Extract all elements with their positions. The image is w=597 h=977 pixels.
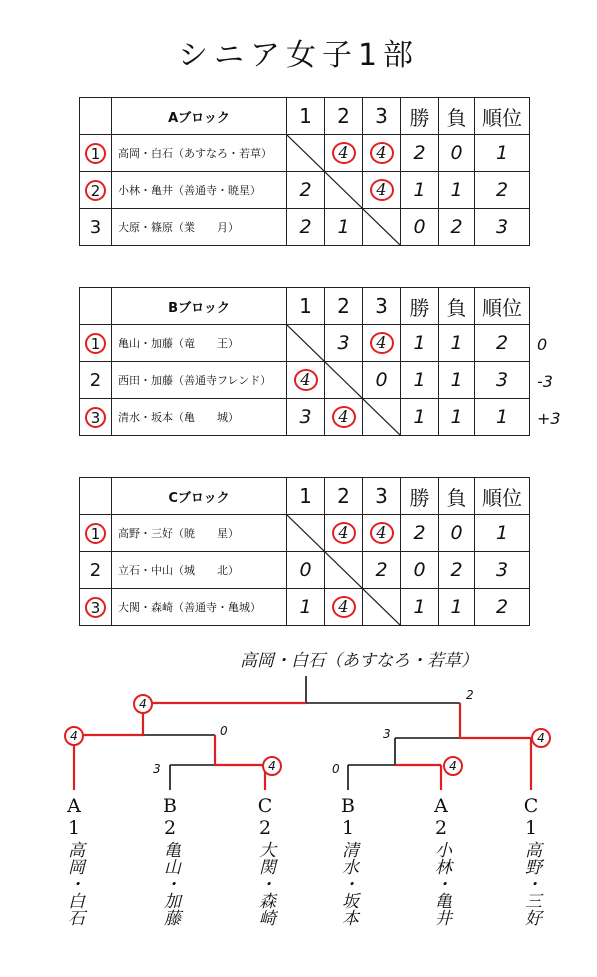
circled-marker: 3 <box>85 407 106 428</box>
entrant-b2 <box>155 795 185 926</box>
loss-value: 1 <box>439 399 475 436</box>
circled-score: 4 <box>294 369 318 391</box>
player-pair: 亀山・加藤（竜 王） <box>112 325 287 362</box>
column-header: 1 <box>287 288 325 325</box>
score-value: 3 <box>299 406 312 428</box>
entrant-block-rank: 1 <box>524 817 538 839</box>
entrant-block-rank: 2 <box>258 817 272 839</box>
score-value: 2 <box>375 559 388 581</box>
circled-score: 4 <box>332 522 356 544</box>
player-pair: 大関・森崎（善通寺・亀城） <box>112 589 287 626</box>
qf-left-high-score: 4 <box>262 756 282 776</box>
column-header: 2 <box>325 288 363 325</box>
loss-value: 1 <box>439 325 475 362</box>
rank-value: 2 <box>475 589 530 626</box>
column-header: 順位 <box>475 288 530 325</box>
score-value: 2 <box>299 216 312 238</box>
column-header: 順位 <box>475 98 530 135</box>
column-header: 1 <box>287 478 325 515</box>
entrant-block-letter: A <box>434 795 448 817</box>
entrant-name: 清水・坂本 <box>338 841 358 926</box>
circled-marker: 2 <box>85 180 106 201</box>
win-value: 2 <box>401 515 439 552</box>
entrant-block-letter: A <box>67 795 81 817</box>
block-name: Bブロック <box>112 288 287 325</box>
rank-value: 3 <box>475 209 530 246</box>
column-header: 3 <box>363 98 401 135</box>
entrant-block-letter: C <box>257 795 273 817</box>
column-header: 勝 <box>401 288 439 325</box>
player-pair: 西田・加藤（善通寺フレンド） <box>112 362 287 399</box>
player-pair: 大原・篠原（業 月） <box>112 209 287 246</box>
side-note: 0 <box>537 335 548 354</box>
win-value: 1 <box>401 399 439 436</box>
rank-value: 3 <box>475 552 530 589</box>
loss-value: 0 <box>439 135 475 172</box>
column-header: 1 <box>287 98 325 135</box>
qf-right-low-score: 0 <box>332 762 340 776</box>
row-marker: 3 <box>80 209 112 246</box>
circled-score: 4 <box>332 596 356 618</box>
rank-value: 2 <box>475 172 530 209</box>
semi-right-top-score: 4 <box>531 728 551 748</box>
circled-marker: 1 <box>85 143 106 164</box>
column-header: 勝 <box>401 478 439 515</box>
entrant-block-rank: 1 <box>67 817 81 839</box>
block-name: Cブロック <box>112 478 287 515</box>
qf-left-low-score: 3 <box>153 762 161 776</box>
column-header: 2 <box>325 478 363 515</box>
rank-value: 1 <box>475 515 530 552</box>
win-value: 1 <box>401 325 439 362</box>
circled-marker: 3 <box>85 597 106 618</box>
circled-marker: 1 <box>85 523 106 544</box>
semi-left-inner-score: 0 <box>220 724 228 738</box>
entrant-block-letter: B <box>341 795 355 817</box>
column-header: 負 <box>439 98 475 135</box>
entrant-name: 大関・森崎 <box>255 841 275 926</box>
loss-value: 1 <box>439 362 475 399</box>
entrant-c1 <box>516 795 546 926</box>
win-value: 1 <box>401 589 439 626</box>
player-pair: 清水・坂本（亀 城） <box>112 399 287 436</box>
column-header: 順位 <box>475 478 530 515</box>
column-header: 3 <box>363 478 401 515</box>
score-value: 1 <box>337 216 350 238</box>
circled-score: 4 <box>370 179 394 201</box>
page-title: シニア女子1部 <box>177 38 420 73</box>
player-pair: 小林・亀井（善通寺・暁星） <box>112 172 287 209</box>
entrant-block-letter: B <box>163 795 177 817</box>
player-pair: 立石・中山（城 北） <box>112 552 287 589</box>
block-name: Aブロック <box>112 98 287 135</box>
semi-right-inner-score: 3 <box>383 727 391 741</box>
entrant-a1 <box>59 795 89 926</box>
entrant-name: 小林・亀井 <box>431 841 451 926</box>
final-right-score: 2 <box>466 688 474 702</box>
win-value: 1 <box>401 172 439 209</box>
column-header: 勝 <box>401 98 439 135</box>
player-pair: 高岡・白石（あすなろ・若草） <box>112 135 287 172</box>
player-pair: 高野・三好（暁 星） <box>112 515 287 552</box>
column-header: 負 <box>439 288 475 325</box>
entrant-c2 <box>250 795 280 926</box>
entrant-block-rank: 2 <box>434 817 448 839</box>
score-value: 0 <box>375 369 388 391</box>
score-value: 0 <box>299 559 312 581</box>
column-header: 負 <box>439 478 475 515</box>
circled-score: 4 <box>370 522 394 544</box>
side-note: +3 <box>537 409 561 428</box>
entrant-block-rank: 1 <box>341 817 355 839</box>
column-header: 2 <box>325 98 363 135</box>
circled-score: 4 <box>332 406 356 428</box>
win-value: 2 <box>401 135 439 172</box>
entrant-block-rank: 2 <box>163 817 177 839</box>
rank-value: 3 <box>475 362 530 399</box>
entrant-a2 <box>426 795 456 926</box>
win-value: 0 <box>401 552 439 589</box>
entrant-b1 <box>333 795 363 926</box>
semi-left-top-score: 4 <box>64 726 84 746</box>
loss-value: 2 <box>439 209 475 246</box>
loss-value: 1 <box>439 172 475 209</box>
entrant-name: 高野・三好 <box>521 841 541 926</box>
rank-value: 1 <box>475 399 530 436</box>
circled-score: 4 <box>370 332 394 354</box>
score-value: 3 <box>337 332 350 354</box>
loss-value: 2 <box>439 552 475 589</box>
rank-value: 1 <box>475 135 530 172</box>
win-value: 0 <box>401 209 439 246</box>
side-note: -3 <box>537 372 553 391</box>
column-header: 3 <box>363 288 401 325</box>
score-value: 1 <box>299 596 312 618</box>
win-value: 1 <box>401 362 439 399</box>
circled-score: 4 <box>370 142 394 164</box>
rank-value: 2 <box>475 325 530 362</box>
row-marker: 2 <box>80 552 112 589</box>
score-value: 2 <box>299 179 312 201</box>
entrant-block-letter: C <box>523 795 539 817</box>
loss-value: 1 <box>439 589 475 626</box>
loss-value: 0 <box>439 515 475 552</box>
final-left-score: 4 <box>133 694 153 714</box>
entrant-name: 高岡・白石 <box>64 841 84 926</box>
circled-marker: 1 <box>85 333 106 354</box>
row-marker: 2 <box>80 362 112 399</box>
qf-right-high-score: 4 <box>443 756 463 776</box>
circled-score: 4 <box>332 142 356 164</box>
entrant-name: 亀山・加藤 <box>160 841 180 926</box>
bracket-winner: 高岡・白石（あすなろ・若草） <box>240 651 478 671</box>
